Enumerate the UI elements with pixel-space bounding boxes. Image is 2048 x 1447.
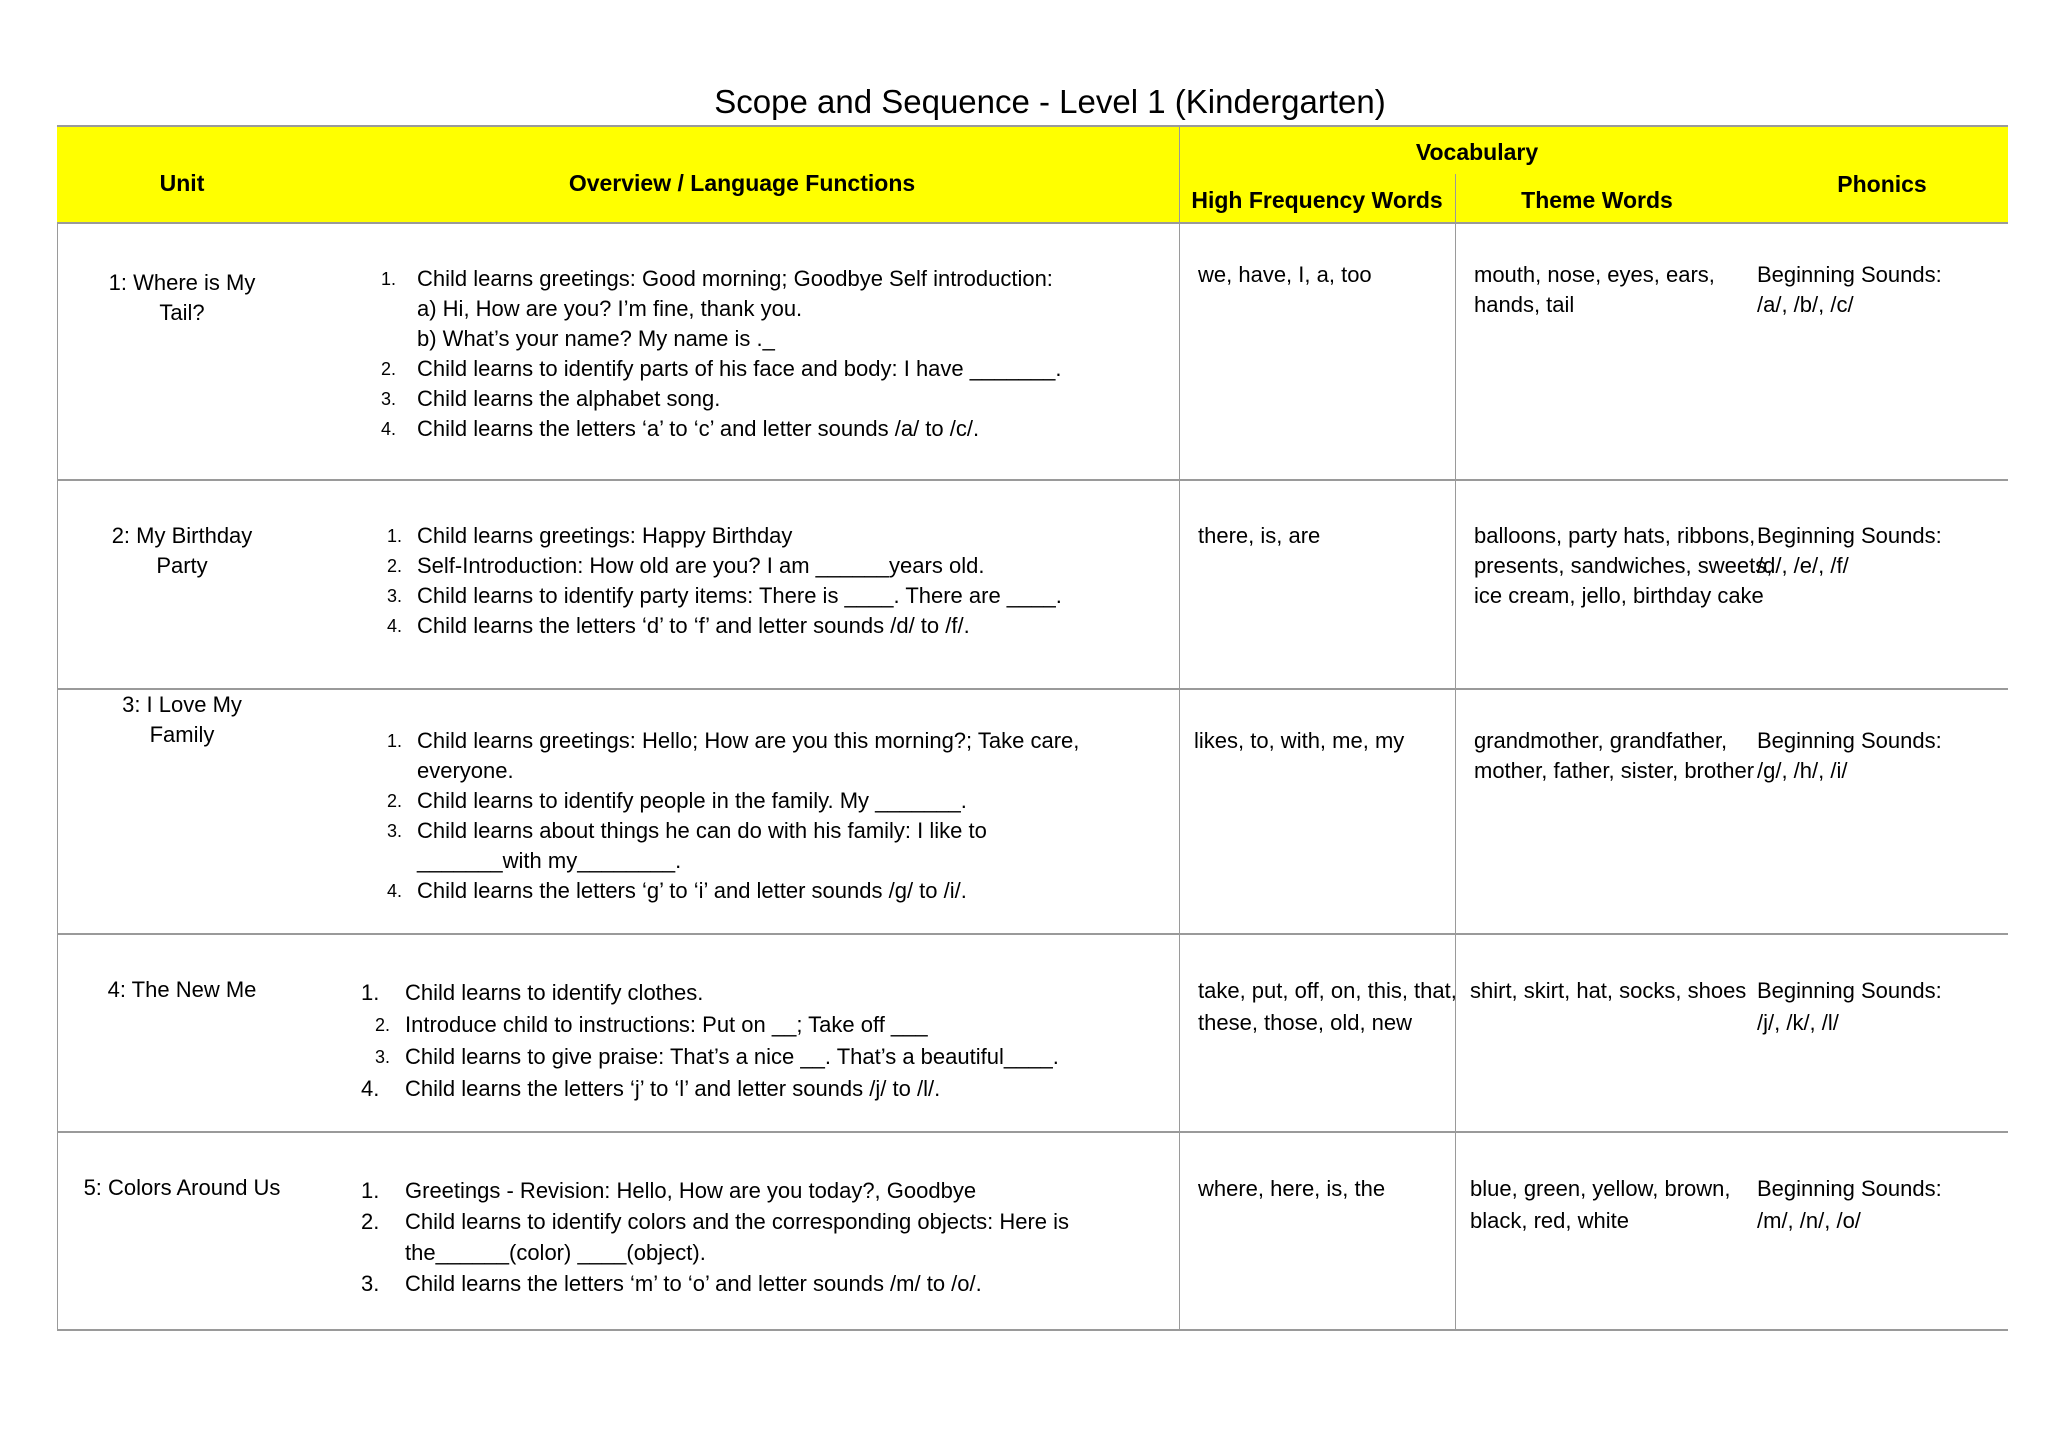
header-divider [1179, 127, 1180, 222]
table-row [57, 224, 2008, 481]
list-item [417, 324, 1179, 354]
phonics-sounds: /g/, /h/, /i/ [1757, 758, 1848, 783]
item-text: Child learns the letters ‘j’ to ‘l’ and letter sounds /j/ to /l/. [405, 1076, 941, 1101]
list-item [387, 551, 1179, 581]
item-text: Child learns greetings: Hello; How are you this morning?; Take care, everyone. [417, 728, 1080, 783]
high-frequency-cell [1179, 935, 1492, 1131]
unit-name: 3: I Love My Family [122, 692, 242, 747]
phonics-sounds: /a/, /b/, /c/ [1757, 292, 1854, 317]
unit-name: 5: Colors Around Us [83, 1175, 281, 1200]
item-number: 1. [387, 731, 403, 751]
list-item [387, 786, 1097, 816]
theme-cell [1455, 224, 1790, 479]
theme-words: blue, green, yellow, brown, black, red, white [1470, 1176, 1731, 1233]
list-item [387, 521, 1179, 551]
high-frequency-cell [1179, 481, 1492, 688]
unit-name: 2: My Birthday Party [111, 523, 253, 578]
item-number: 3. [381, 389, 397, 409]
list-item [375, 1009, 1179, 1041]
list-item [381, 354, 1179, 384]
theme-cell [1455, 935, 1786, 1131]
overview-cell [307, 481, 1179, 688]
overview-cell [307, 935, 1179, 1131]
item-text: Child learns the alphabet song. [417, 386, 721, 411]
overview-cell [307, 690, 1179, 933]
header-vocabulary: Vocabulary [1415, 139, 1539, 165]
list-item [387, 611, 1179, 641]
header-high-frequency-words: High Frequency Words [1191, 187, 1443, 213]
list-item [361, 1175, 1125, 1206]
table-header [57, 125, 2008, 224]
overview-cell [307, 1133, 1179, 1329]
high-frequency-words: we, have, I, a, too [1198, 262, 1372, 287]
high-frequency-words: likes, to, with, me, my [1194, 728, 1405, 753]
item-number: 2. [375, 1015, 391, 1035]
high-frequency-words: there, is, are [1198, 523, 1321, 548]
unit-cell [57, 1133, 307, 1329]
unit-name: 1: Where is My Tail? [108, 270, 256, 325]
high-frequency-words: where, here, is, the [1198, 1176, 1386, 1201]
item-number: 4. [387, 881, 403, 901]
item-text: Greetings - Revision: Hello, How are you today?, Goodbye [405, 1178, 977, 1203]
header-phonics: Phonics [1837, 171, 1927, 197]
item-text: Self-Introduction: How old are you? I am ______years old. [417, 553, 985, 578]
unit-cell [57, 690, 307, 933]
header-theme-words: Theme Words [1521, 187, 1673, 213]
high-frequency-cell [1179, 1133, 1492, 1329]
phonics-label: Beginning Sounds: [1757, 1176, 1942, 1201]
item-number: 3. [387, 586, 403, 606]
item-number: 3. [361, 1271, 380, 1296]
list-item [387, 876, 1097, 906]
phonics-cell [1757, 935, 2008, 1131]
item-number: 3. [387, 821, 403, 841]
theme-words: shirt, skirt, hat, socks, shoes [1470, 978, 1747, 1003]
theme-cell [1455, 690, 1790, 933]
list-item [381, 414, 1179, 444]
item-text: Child learns to give praise: That’s a nice __. That’s a beautiful____. [405, 1044, 1059, 1069]
item-number: 2. [381, 359, 397, 379]
item-text: Child learns greetings: Good morning; Goodbye Self introduction: [417, 266, 1053, 291]
theme-words: mouth, nose, eyes, ears, hands, tail [1474, 262, 1715, 317]
item-number: 1. [361, 1178, 380, 1203]
unit-cell [57, 224, 307, 479]
item-number: 4. [387, 616, 403, 636]
item-text: Child learns to identify colors and the corresponding objects: Here is the______(color) ____(object). [405, 1209, 1070, 1265]
list-item [381, 264, 1179, 294]
table-row [57, 690, 2008, 935]
list-item [387, 816, 1097, 876]
header-divider [1455, 174, 1456, 222]
phonics-cell [1757, 1133, 2008, 1329]
item-number: 2. [387, 791, 403, 811]
list-item [375, 1041, 1179, 1073]
item-text: Child learns to identify party items: There is ____. There are ____. [417, 583, 1062, 608]
theme-cell [1455, 1133, 1786, 1329]
item-number: 1. [361, 980, 380, 1005]
item-text: a) Hi, How are you? I’m fine, thank you. [417, 296, 803, 321]
list-item [361, 1206, 1125, 1268]
high-frequency-words: take, put, off, on, this, that, these, those, old, new [1198, 978, 1457, 1035]
item-text: Child learns to identify people in the family. My _______. [417, 788, 967, 813]
phonics-label: Beginning Sounds: [1757, 728, 1942, 753]
scope-sequence-table [57, 125, 2008, 1331]
table-row [57, 1133, 2008, 1331]
header-unit: Unit [159, 170, 205, 196]
list-item [361, 977, 1179, 1009]
item-number: 4. [361, 1076, 380, 1101]
table-row [57, 935, 2008, 1133]
item-number: 2. [361, 1209, 380, 1234]
list-item [387, 726, 1097, 786]
item-number: 3. [375, 1047, 391, 1067]
phonics-cell [1757, 690, 2008, 933]
unit-cell [57, 481, 307, 688]
item-text: Child learns to identify parts of his face and body: I have _______. [417, 356, 1062, 381]
page-title: Scope and Sequence - Level 1 (Kindergarten) [714, 83, 1386, 120]
item-number: 1. [381, 269, 397, 289]
high-frequency-cell [1179, 224, 1492, 479]
list-item [417, 294, 1179, 324]
item-text: Child learns the letters ‘g’ to ‘i’ and letter sounds /g/ to /i/. [417, 878, 967, 903]
table-row [57, 481, 2008, 690]
item-text: Child learns the letters ‘d’ to ‘f’ and letter sounds /d/ to /f/. [417, 613, 970, 638]
phonics-cell [1757, 481, 2008, 688]
phonics-cell [1757, 224, 2008, 479]
item-number: 4. [381, 419, 397, 439]
item-number: 1. [387, 526, 403, 546]
theme-words: balloons, party hats, ribbons, presents, sandwiches, sweets, ice cream, jello, birthday cake [1474, 523, 1773, 608]
phonics-label: Beginning Sounds: [1757, 262, 1942, 287]
phonics-label: Beginning Sounds: [1757, 523, 1942, 548]
header-overview: Overview / Language Functions [568, 170, 916, 196]
theme-words: grandmother, grandfather, mother, father, sister, brother [1474, 728, 1755, 783]
phonics-sounds: /d/, /e/, /f/ [1757, 553, 1849, 578]
item-text: b) What’s your name? My name is ._ [417, 326, 775, 351]
list-item [387, 581, 1179, 611]
item-text: Child learns the letters ‘m’ to ‘o’ and letter sounds /m/ to /o/. [405, 1271, 982, 1296]
phonics-label: Beginning Sounds: [1757, 978, 1942, 1003]
item-number: 2. [387, 556, 403, 576]
overview-cell [307, 224, 1179, 479]
list-item [361, 1268, 1125, 1299]
list-item [381, 384, 1179, 414]
phonics-sounds: /j/, /k/, /l/ [1757, 1010, 1839, 1035]
high-frequency-cell [1179, 690, 1484, 933]
unit-name: 4: The New Me [107, 977, 257, 1002]
item-text: Child learns greetings: Happy Birthday [417, 523, 793, 548]
phonics-sounds: /m/, /n/, /o/ [1757, 1208, 1861, 1233]
item-text: Introduce child to instructions: Put on __; Take off ___ [405, 1012, 928, 1037]
item-text: Child learns the letters ‘a’ to ‘c’ and letter sounds /a/ to /c/. [417, 416, 980, 441]
list-item [361, 1073, 1179, 1105]
unit-cell [57, 935, 307, 1131]
item-text: Child learns about things he can do with his family: I like to _______with my________. [417, 818, 987, 873]
item-text: Child learns to identify clothes. [405, 980, 704, 1005]
theme-cell [1455, 481, 1790, 688]
